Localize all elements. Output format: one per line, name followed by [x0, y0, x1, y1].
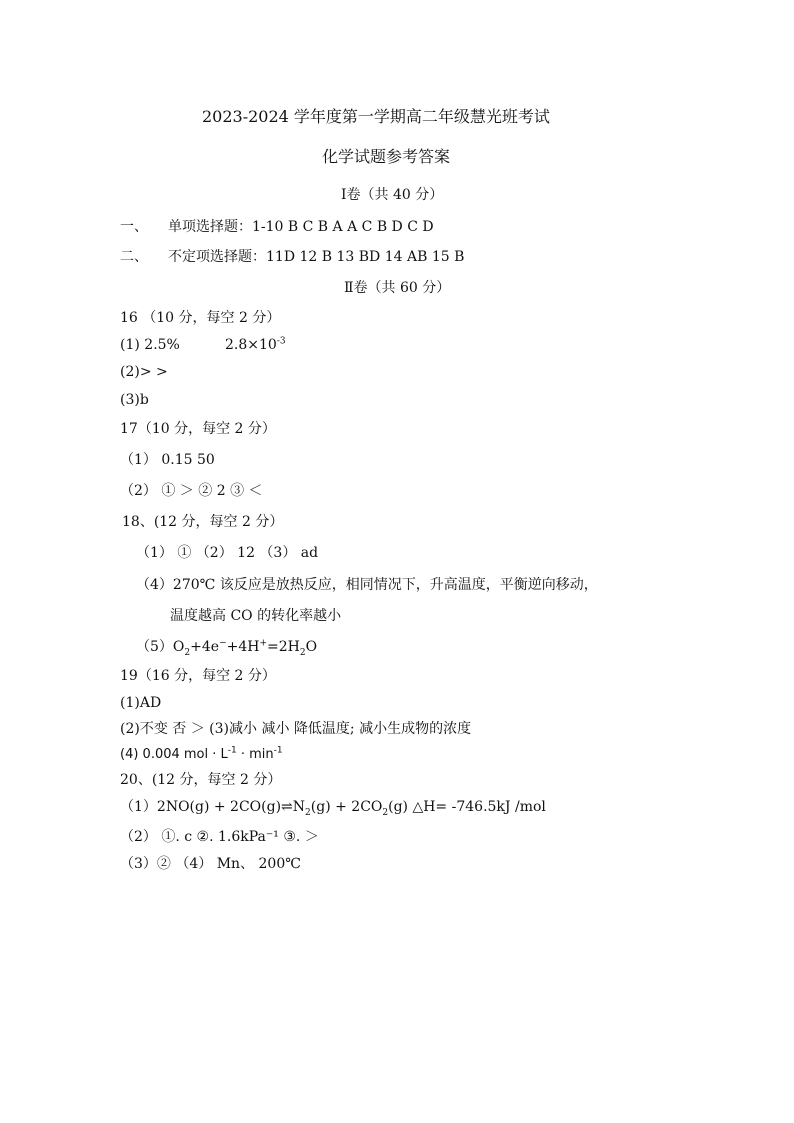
q20-answer-2: （2） ①. c ②. 1.6kPa⁻¹ ③. ＞	[120, 829, 319, 845]
q17-answer-1: （1） 0.15 50	[120, 452, 215, 468]
q19-heading: 19（16 分，每空 2 分）	[120, 668, 276, 684]
document-subtitle: 化学试题参考答案	[322, 147, 451, 166]
q17-answer-2: （2） ① ＞ ② 2 ③ ＜	[120, 483, 263, 499]
q20-answer-1: $(1)2NO(g) + 2CO(g)\rightleftharpoons N_2(g) + 2CO_2(g)$ △H= -746.5kJ /mol	[120, 799, 546, 818]
q16-answer-1b: $2.8\times 10^{-3}$	[225, 336, 286, 353]
q20-heading: 20、(12 分，每空 2 分）	[120, 772, 282, 788]
q20-answer-3-4: （3）② （4） Mn、 200℃	[120, 856, 301, 872]
q18-answer-1: （1） ① （2） 12 （3） ad	[136, 545, 319, 561]
q16-answer-2: (2)> >	[120, 364, 168, 380]
q18-answer-4: （4）270℃ 该反应是放热反应，相同情况下，升高温度，平衡逆向移动，	[136, 577, 598, 593]
q18-answer-4-cont: 温度越高 CO 的转化率越小	[170, 608, 342, 624]
q16-answer-1a: (1) 2.5%	[120, 337, 180, 353]
single-choice-answers: 单项选择题：1-10 B C B A A C B D C D	[168, 219, 434, 235]
q17-heading: 17（10 分，每空 2 分）	[120, 421, 276, 437]
single-choice-number: 一、	[120, 219, 148, 235]
q19-answer-4: (4) 0.004 mol · $L^{-1} \cdot \min^{-1}$	[120, 745, 283, 762]
section1-heading: Ⅰ卷（共 40 分）	[341, 187, 444, 203]
q18-heading: 18、(12 分，每空 2 分）	[122, 514, 284, 530]
q16-heading: 16 （10 分，每空 2 分）	[120, 310, 281, 326]
q19-answer-2-3: (2)不变 否 ＞ (3)减小 减小 降低温度; 减小生成物的浓度	[120, 721, 472, 737]
q18-answer-5: $(5)O_2+4e^-+4H^+=2H_2O$	[136, 638, 318, 658]
q16-answer-3: (3)b	[120, 392, 149, 408]
multi-choice-answers: 不定项选择题：11D 12 B 13 BD 14 AB 15 B	[168, 249, 465, 265]
q19-answer-1: (1)AD	[120, 695, 162, 711]
multi-choice-number: 二、	[120, 249, 148, 265]
document-title: 2023-2024 学年度第一学期高二年级慧光班考试	[202, 107, 550, 126]
section2-heading: Ⅱ卷（共 60 分）	[344, 280, 451, 296]
